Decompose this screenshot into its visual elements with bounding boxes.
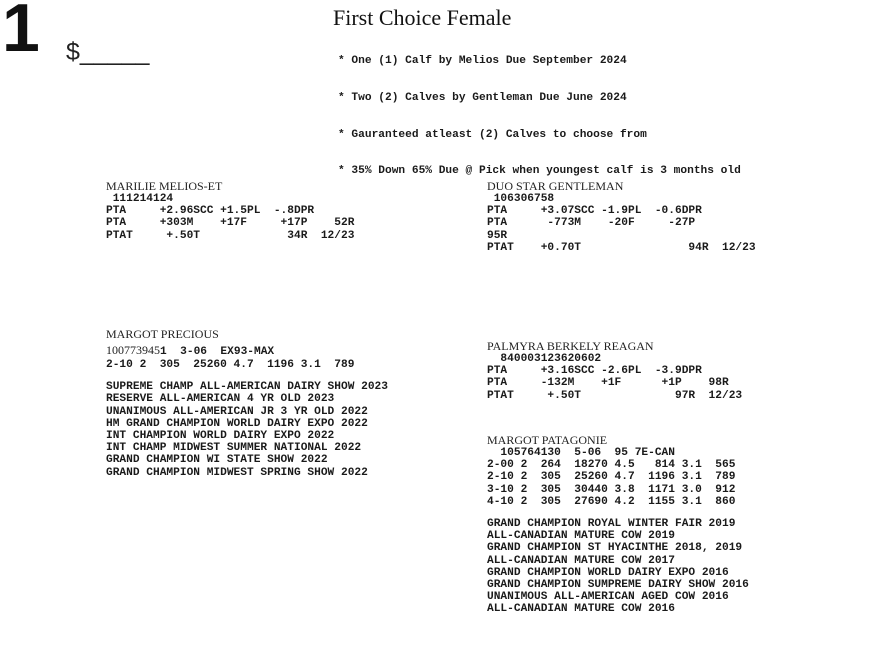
dam-id-line: 105764130 5-06 95 7E-CAN	[487, 447, 675, 459]
pta-line: PTA +303M +17F +17P 52R	[106, 217, 355, 230]
ptat-line: PTAT +.50T 34R 12/23	[106, 229, 355, 242]
honor-item: GRAND CHAMPION ST HYACINTHE 2018, 2019	[487, 542, 743, 555]
dam-name: MARGOT PRECIOUS	[106, 327, 219, 341]
dam-id: 100773945	[106, 343, 160, 357]
honor-item: GRAND CHAMPION SUMPREME DAIRY SHOW 2016	[487, 579, 749, 592]
production-record: 2-00 2 264 18270 4.5 814 3.1 565	[487, 459, 736, 472]
pta-line: PTA +3.07SCC -1.9PL -0.6DPR	[487, 205, 702, 218]
terms-item: * 35% Down 65% Due @ Pick when youngest calf is 3 months old	[338, 165, 741, 178]
dam-id-line	[106, 341, 388, 359]
pta-line: PTA -132M +1F +1P 98R	[487, 377, 729, 390]
dam-margot-patagonie-block	[487, 434, 749, 616]
honor-item: GRAND CHAMPION MIDWEST SPRING SHOW 2022	[106, 466, 368, 479]
reliability-line: 95R	[487, 229, 508, 242]
sire-gentleman-block	[487, 180, 756, 254]
honor-item: ALL-CANADIAN MATURE COW 2016	[487, 603, 675, 616]
terms-item: * One (1) Calf by Melios Due September 2024	[338, 55, 627, 68]
lot-title: First Choice Female	[333, 5, 512, 30]
terms-item: * Gauranteed atleast (2) Calves to choose from	[338, 128, 647, 141]
price-label: $	[66, 38, 80, 66]
dam-margot-precious-block	[106, 328, 388, 479]
sire-reagan-block	[487, 340, 742, 402]
honor-item: UNANIMOUS ALL-AMERICAN AGED COW 2016	[487, 591, 729, 604]
sire-id: 111214124	[106, 193, 174, 205]
production-record: 2-10 2 305 25260 4.7 1196 3.1 789	[106, 359, 355, 371]
terms-item: * Two (2) Calves by Gentleman Due June 2024	[338, 92, 627, 105]
sire-id: 840003123620602	[487, 353, 602, 365]
terms-list	[338, 31, 741, 190]
honor-item: INT CHAMPION WORLD DAIRY EXPO 2022	[106, 430, 335, 443]
honor-item: GRAND CHAMPION ROYAL WINTER FAIR 2019	[487, 518, 736, 531]
production-record: 2-10 2 305 25260 4.7 1196 3.1 789	[487, 471, 736, 484]
lot-number: 1	[2, 0, 40, 66]
honor-item: SUPREME CHAMP ALL-AMERICAN DAIRY SHOW 2023	[106, 381, 388, 394]
dam-name: MARGOT PATAGONIE	[487, 433, 608, 447]
honor-item: ALL-CANADIAN MATURE COW 2019	[487, 530, 675, 543]
price-blank: _____	[79, 38, 150, 66]
pta-line: PTA +3.16SCC -2.6PL -3.9DPR	[487, 365, 702, 378]
ptat-line: PTAT +.50T 97R 12/23	[487, 389, 743, 402]
pta-line: PTA -773M -20F -27P	[487, 217, 696, 230]
honor-item: GRAND CHAMPION WORLD DAIRY EXPO 2016	[487, 566, 729, 579]
honor-item: GRAND CHAMPION WI STATE SHOW 2022	[106, 454, 328, 467]
honor-item: RESERVE ALL-AMERICAN 4 YR OLD 2023	[106, 393, 335, 406]
honor-item: UNANIMOUS ALL-AMERICAN JR 3 YR OLD 2022	[106, 405, 368, 418]
sire-name: PALMYRA BERKELY REAGAN	[487, 339, 654, 353]
sire-name: DUO STAR GENTLEMAN	[487, 179, 624, 193]
production-record: 4-10 2 305 27690 4.2 1155 3.1 860	[487, 495, 736, 508]
honor-item: INT CHAMP MIDWEST SUMMER NATIONAL 2022	[106, 442, 362, 455]
dam-classification: 1 3-06 EX93-MAX	[160, 346, 275, 358]
honor-item: HM GRAND CHAMPION WORLD DAIRY EXPO 2022	[106, 417, 368, 430]
price-field	[66, 40, 149, 65]
honor-item: ALL-CANADIAN MATURE COW 2017	[487, 554, 675, 567]
production-record: 3-10 2 305 30440 3.8 1171 3.0 912	[487, 483, 736, 496]
sire-name: MARILIE MELIOS-ET	[106, 179, 223, 193]
pta-line: PTA +2.96SCC +1.5PL -.8DPR	[106, 205, 315, 218]
sire-id: 106306758	[487, 193, 555, 205]
ptat-line: PTAT +0.70T 94R 12/23	[487, 241, 756, 254]
sire-melios-block	[106, 180, 354, 242]
